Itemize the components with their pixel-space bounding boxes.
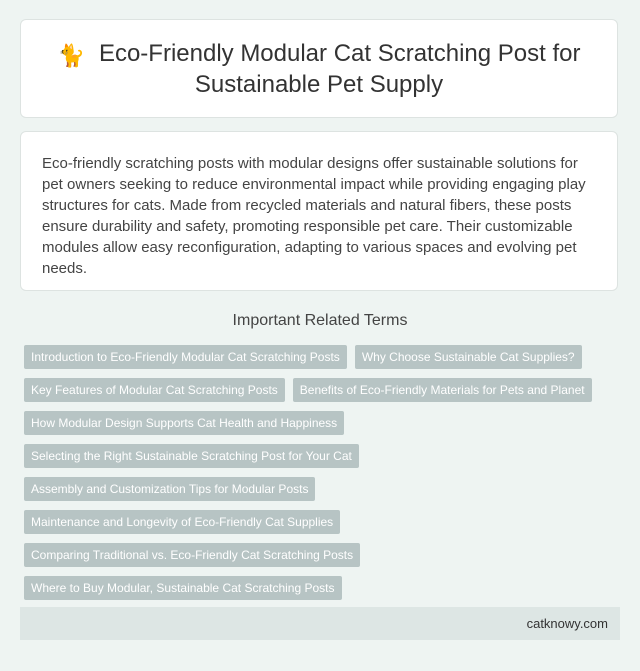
related-term-tag[interactable]: Benefits of Eco-Friendly Materials for Pets and Planet [293, 378, 592, 402]
cat-icon: 🐈 [57, 42, 85, 68]
related-term-tag[interactable]: Where to Buy Modular, Sustainable Cat Scratching Posts [24, 576, 342, 600]
related-terms-heading: Important Related Terms [232, 312, 408, 329]
title-card [20, 19, 618, 118]
related-terms-list [24, 345, 620, 600]
page-title-text: Eco-Friendly Modular Cat Scratching Post for Sustainable Pet Supply [98, 39, 581, 98]
related-term-tag[interactable]: Maintenance and Longevity of Eco-Friendly Cat Supplies [24, 510, 340, 534]
related-term-tag[interactable]: Selecting the Right Sustainable Scratching Post for Your Cat [24, 444, 359, 468]
description-text: Eco-friendly scratching posts with modular designs offer sustainable solutions for pet owners seeking to reduce environmental impact while providing engaging play structures for cats. Made from recycled materials and natural fibers, these posts ensure durability and safety, promoting responsible pet care. Their customizable modules allow easy reconfiguration, adapting to various spaces and evolving pet needs. [42, 155, 586, 277]
related-term-tag[interactable]: Comparing Traditional vs. Eco-Friendly Cat Scratching Posts [24, 543, 360, 567]
footer-site-name: catknowy.com [526, 616, 608, 631]
description-card [20, 131, 618, 291]
related-term-tag[interactable]: Assembly and Customization Tips for Modular Posts [24, 477, 315, 501]
related-term-tag[interactable]: Introduction to Eco-Friendly Modular Cat Scratching Posts [24, 345, 347, 369]
related-term-tag[interactable]: Why Choose Sustainable Cat Supplies? [355, 345, 582, 369]
footer [20, 607, 620, 640]
page-title [45, 39, 593, 99]
related-term-tag[interactable]: How Modular Design Supports Cat Health and Happiness [24, 411, 344, 435]
related-term-tag[interactable]: Key Features of Modular Cat Scratching Posts [24, 378, 285, 402]
